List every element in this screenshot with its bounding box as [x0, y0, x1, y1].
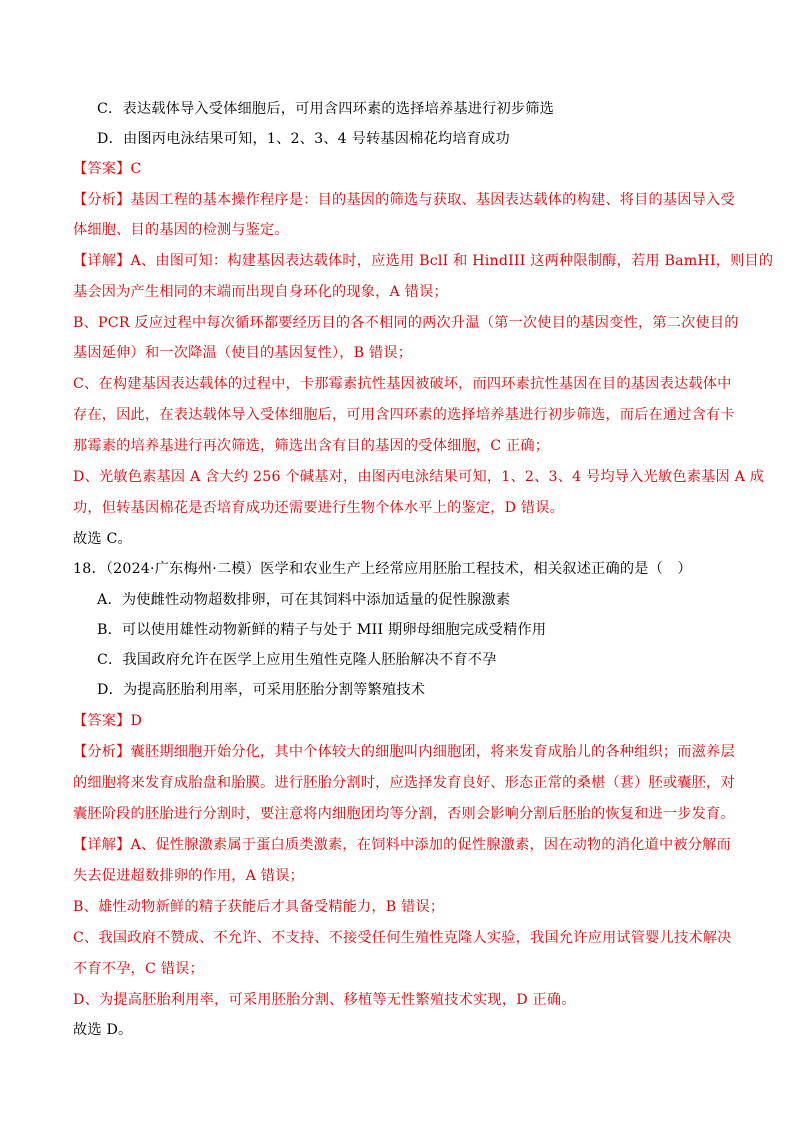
q18-analysis-line: 的细胞将来发育成胎盘和胎膜。进行胚胎分割时，应选择发育良好、形态正常的桑椹（葚）胚或囊胚，对 — [73, 775, 735, 791]
q17-option-d: D．由图丙电泳结果可知，1、2、3、4 号转基因棉花均培育成功 — [97, 131, 510, 147]
q18-option-d: D．为提高胚胎利用率，可采用胚胎分割等繁殖技术 — [97, 682, 426, 698]
q17-detail-line: 那霉素的培养基进行再次筛选，筛选出含有目的基因的受体细胞，C 正确； — [73, 438, 550, 454]
q18-detail-line: 不育不孕，C 错误； — [73, 961, 204, 977]
q18-detail-line: B、雄性动物新鲜的精子获能后才具备受精能力，B 错误； — [73, 899, 445, 915]
q18-detail-line: C、我国政府不赞成、不允许、不支持、不接受任何生殖性克隆人实验，我国允许应用试管婴儿技术解决 — [73, 930, 732, 946]
q18-analysis-line: 囊胚阶段的胚胎进行分割时，要注意将内细胞团均等分割，否则会影响分割后胚胎的恢复和进一步发育。 — [73, 806, 735, 822]
q17-answer: 【答案】C — [73, 161, 142, 177]
q17-detail-line: 功，但转基因棉花是否培育成功还需要进行生物个体水平上的鉴定，D 错误。 — [73, 500, 565, 516]
q17-detail-line: D、光敏色素基因 A 含大约 256 个碱基对，由图丙电泳结果可知，1、2、3、4 号均导入光敏色素基因 A 成 — [73, 469, 765, 485]
q18-stem: 18．（2024·广东梅州·二模）医学和农业生产上经常应用胚胎工程技术，相关叙述正确的是（ ） — [73, 561, 692, 577]
q18-detail-line: 【详解】A、促性腺激素属于蛋白质类激素，在饲料中添加的促性腺激素，因在动物的消化道中被分解而 — [73, 837, 731, 853]
q18-detail-line: D、为提高胚胎利用率，可采用胚胎分割、移植等无性繁殖技术实现，D 正确。 — [73, 992, 576, 1008]
q18-analysis-line: 【分析】囊胚期细胞开始分化，其中个体较大的细胞叫内细胞团，将来发育成胎儿的各种组织；而滋养层 — [73, 744, 735, 760]
q18-option-b: B．可以使用雄性动物新鲜的精子与处于 MII 期卵母细胞完成受精作用 — [97, 622, 547, 638]
q17-detail-line: B、PCR 反应过程中每次循环都要经历目的各不相同的两次升温（第一次使目的基因变性，第二次使目的 — [73, 315, 739, 331]
q17-analysis-line: 【分析】基因工程的基本操作程序是：目的基因的筛选与获取、基因表达载体的构建、将目的基因导入受 — [73, 192, 735, 208]
q18-option-c: C．我国政府允许在医学上应用生殖性克隆人胚胎解决不育不孕 — [97, 652, 497, 668]
q17-detail-line: 【详解】A、由图可知：构建基因表达载体时，应选用 BclI 和 HindIII 这两种限制酶，若用 BamHI，则目的 — [73, 253, 774, 269]
q18-option-a: A．为使雌性动物超数排卵，可在其饲料中添加适量的促性腺激素 — [97, 592, 511, 608]
q17-analysis-line: 体细胞、目的基因的检测与鉴定。 — [73, 222, 289, 238]
q18-conclusion: 故选 D。 — [73, 1022, 133, 1038]
q17-detail-line: C、在构建基因表达载体的过程中，卡那霉素抗性基因被破坏，而四环素抗性基因在目的基因表达载体中 — [73, 376, 732, 392]
q17-conclusion: 故选 C。 — [73, 531, 132, 547]
q17-detail-line: 基会因为产生相同的末端而出现自身环化的现象，A 错误； — [73, 284, 448, 300]
q18-answer: 【答案】D — [73, 713, 143, 729]
q17-detail-line: 基因延伸）和一次降温（使目的基因复性），B 错误； — [73, 345, 413, 361]
q17-option-c: C．表达载体导入受体细胞后，可用含四环素的选择培养基进行初步筛选 — [97, 101, 555, 117]
q18-detail-line: 失去促进超数排卵的作用，A 错误； — [73, 868, 304, 884]
q17-detail-line: 存在，因此，在表达载体导入受体细胞后，可用含四环素的选择培养基进行初步筛选，而后在通过含有卡 — [73, 407, 735, 423]
